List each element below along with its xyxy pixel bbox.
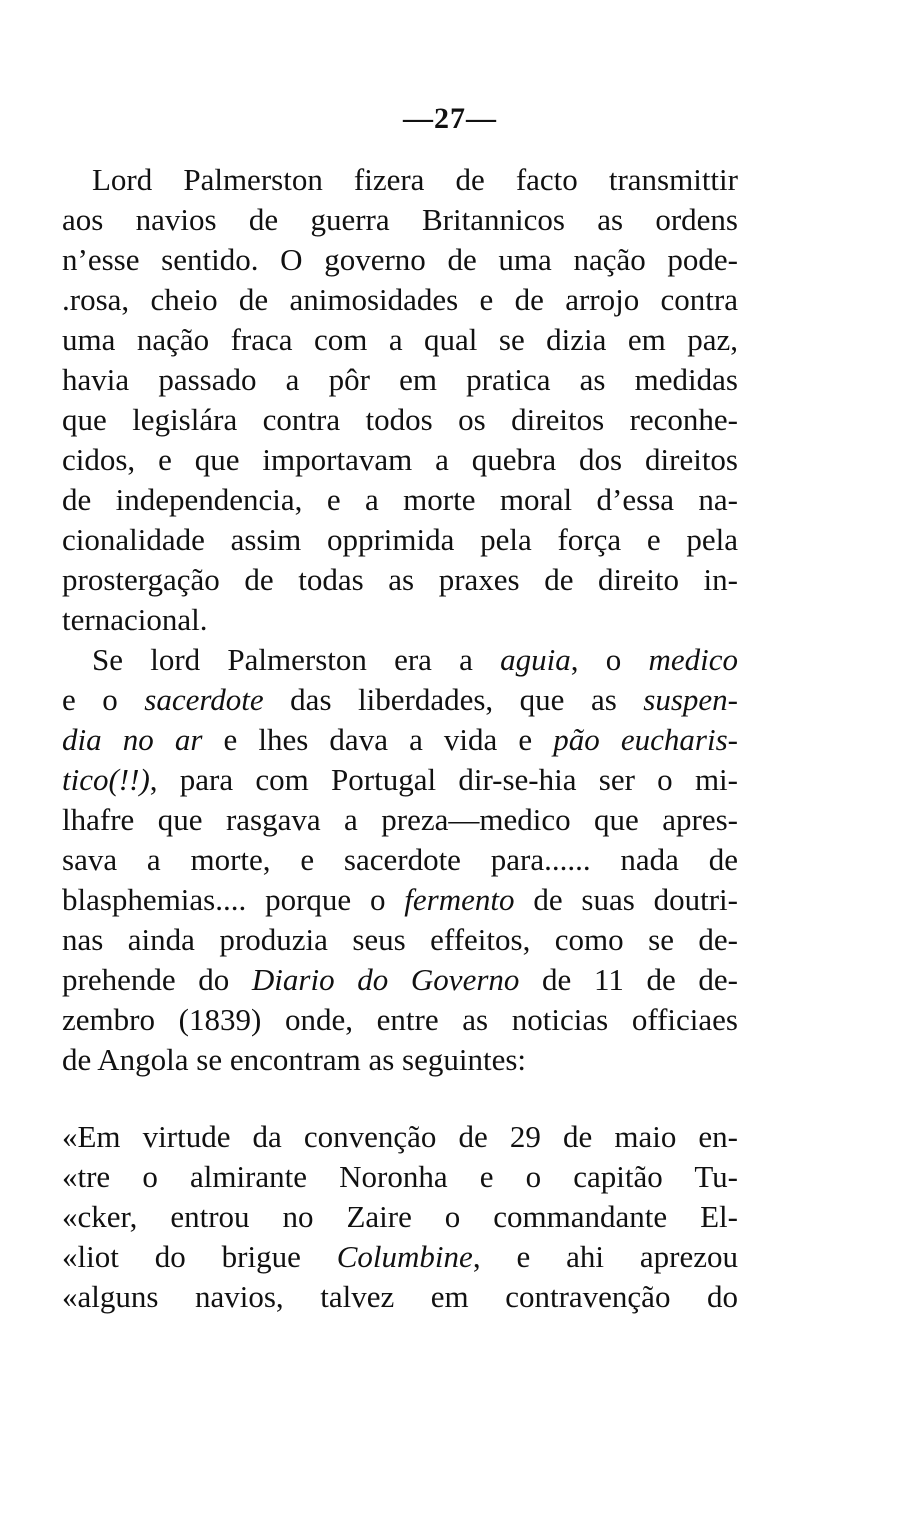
- italic-term: suspen-: [643, 682, 739, 717]
- text-line: lhafre que rasgava a preza—medico que apres-: [62, 802, 738, 837]
- quoted-text: [62, 1117, 738, 1317]
- text-line: uma nação fraca com a qual se dizia em paz,: [62, 322, 738, 357]
- text-line: .rosa, cheio de animosidades e de arrojo contra: [62, 282, 738, 317]
- quote-line: [62, 1237, 738, 1277]
- text-line: ternacional.: [62, 602, 208, 637]
- text-run: , o: [570, 642, 649, 677]
- quote-line: «cker, entrou no Zaire o commandante El-: [62, 1199, 738, 1234]
- main-text: [62, 160, 738, 1080]
- text-line: [62, 960, 738, 1000]
- text-line: cionalidade assim opprimida pela força e pela: [62, 522, 738, 557]
- text-line: cidos, e que importavam a quebra dos direitos: [62, 442, 738, 477]
- italic-term: aguia: [500, 642, 571, 677]
- italic-term: pão eucharis-: [553, 722, 738, 757]
- italic-term: Diario do Governo: [251, 962, 520, 997]
- text-run: «liot do brigue: [62, 1239, 337, 1274]
- text-run: das liberdades, que as: [263, 682, 644, 717]
- text-run: de suas doutri-: [514, 882, 738, 917]
- italic-term: tico(!!): [62, 762, 150, 797]
- text-line: de independencia, e a morte moral d’essa na-: [62, 482, 738, 517]
- text-line: prostergação de todas as praxes de direito in-: [62, 562, 738, 597]
- text-run: e lhes dava a vida e: [202, 722, 554, 757]
- italic-term: fermento: [404, 882, 515, 917]
- italic-term: medico: [648, 642, 738, 677]
- text-line: havia passado a pôr em pratica as medidas: [62, 362, 738, 397]
- text-line: de Angola se encontram as seguintes:: [62, 1042, 527, 1077]
- text-line: [62, 760, 738, 800]
- quote-line: «tre o almirante Noronha e o capitão Tu-: [62, 1159, 738, 1194]
- text-line: [62, 640, 738, 680]
- text-run: e o: [62, 682, 145, 717]
- page-number: —27—: [403, 102, 497, 135]
- italic-term: Columbine: [336, 1239, 473, 1274]
- text-line: que legislára contra todos os direitos reconhe-: [62, 402, 738, 437]
- text-line: zembro (1839) onde, entre as noticias officiaes: [62, 1002, 738, 1037]
- text-line: sava a morte, e sacerdote para...... nada de: [62, 842, 738, 877]
- text-line: aos navios de guerra Britannicos as ordens: [62, 202, 738, 237]
- text-run: , para com Portugal dir-se-hia ser o mi-: [149, 762, 738, 797]
- text-line: nas ainda produzia seus effeitos, como se de-: [62, 922, 738, 957]
- quote-line: «Em virtude da convenção de 29 de maio en-: [62, 1119, 738, 1154]
- italic-term: sacerdote: [144, 682, 264, 717]
- text-run: blasphemias.... porque o: [62, 882, 405, 917]
- text-line: Lord Palmerston fizera de facto transmittir: [92, 162, 738, 197]
- text-run: prehende do: [62, 962, 252, 997]
- text-run: Se lord Palmerston era a: [92, 642, 501, 677]
- text-run: de 11 de de-: [519, 962, 738, 997]
- text-line: n’esse sentido. O governo de uma nação pode-: [62, 242, 738, 277]
- italic-term: dia no ar: [62, 722, 203, 757]
- text-line: [62, 880, 738, 920]
- quote-line: «alguns navios, talvez em contravenção do: [62, 1279, 738, 1314]
- text-line: [62, 720, 738, 760]
- text-run: , e ahi aprezou: [472, 1239, 738, 1274]
- text-line: [62, 680, 738, 720]
